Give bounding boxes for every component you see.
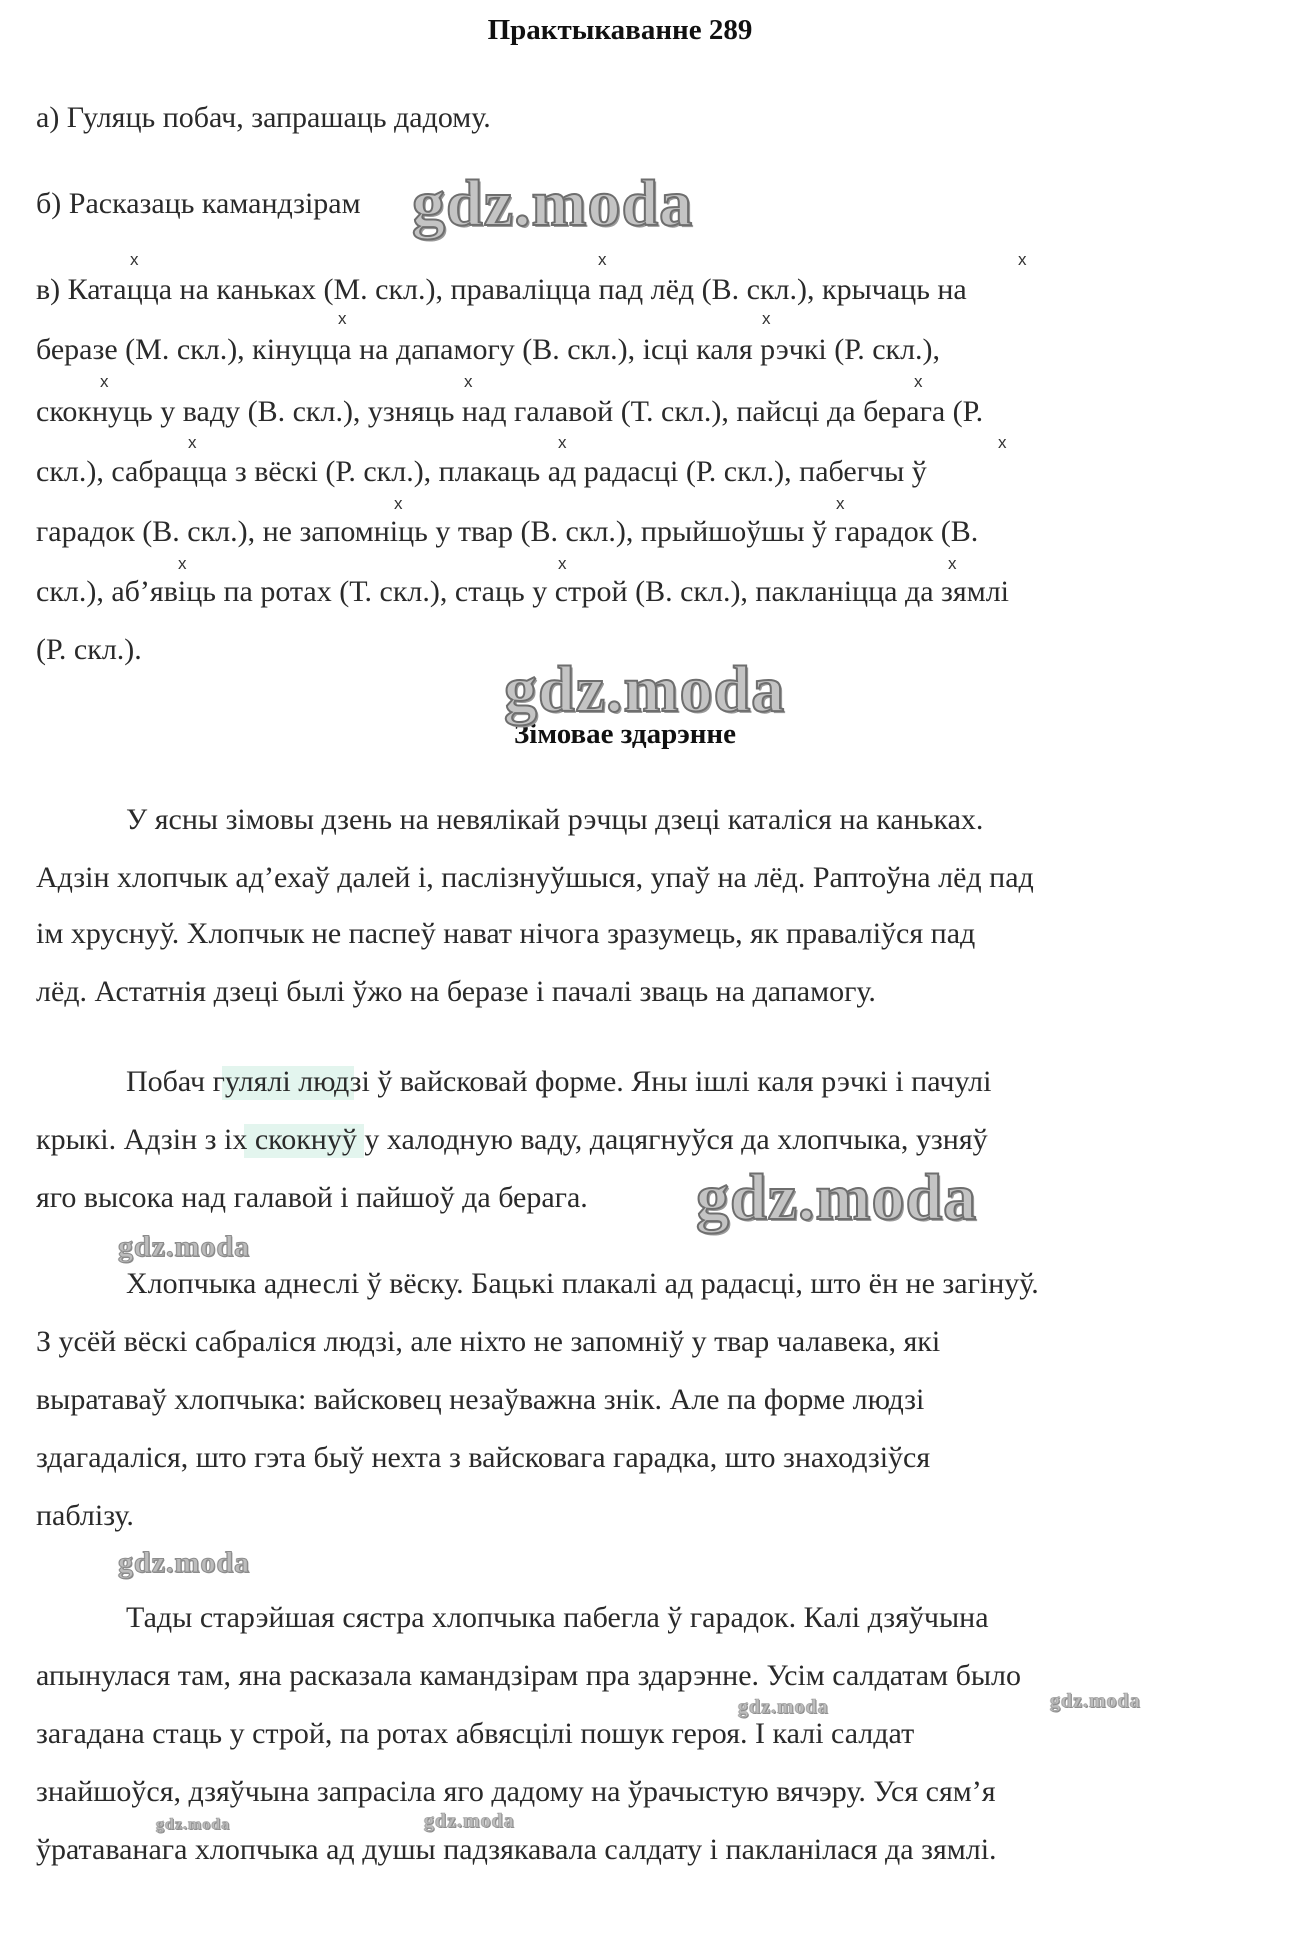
stress-mark: x: [338, 309, 347, 328]
stress-mark: x: [998, 433, 1007, 452]
exercise-line-a: а) Гуляць побач, запрашаць дадому.: [36, 101, 491, 134]
exercise-line-v: в) Катацца на каньках (М. скл.), праваліцца пад лёд (В. скл.), крычаць на: [36, 273, 967, 306]
story-paragraph-line: Тады старэйшая сястра хлопчыка пабегла ў гарадок. Калі дзяўчына: [126, 1601, 989, 1634]
exercise-line-v: (Р. скл.).: [36, 633, 142, 666]
stress-mark: x: [598, 250, 607, 269]
exercise-line-v: скл.), аб’явіць па ротах (Т. скл.), стаць у строй (В. скл.), пакланіцца да зямлі: [36, 575, 1009, 608]
story-paragraph-line: выратаваў хлопчыка: вайсковец незаўважна знік. Але па форме людзі: [36, 1383, 925, 1416]
story-paragraph-line: лёд. Астатнія дзеці былі ўжо на беразе і пачалі зваць на дапамогу.: [36, 975, 876, 1008]
stress-mark: x: [836, 494, 845, 513]
stress-mark: x: [762, 309, 771, 328]
stress-mark: x: [948, 554, 957, 573]
watermark-logo: gdz.moda: [156, 1816, 231, 1833]
stress-mark: x: [130, 250, 139, 269]
stress-mark: x: [188, 433, 197, 452]
watermark-logo: gdz.moda: [412, 167, 694, 240]
watermark-logo: gdz.moda: [1050, 1690, 1141, 1712]
story-paragraph-line: паблізу.: [36, 1499, 134, 1532]
watermark-logo: gdz.moda: [118, 1546, 251, 1579]
page-title: Практыкаванне 289: [487, 14, 753, 46]
story-paragraph-line: знайшоўся, дзяўчына запрасіла яго дадому на ўрачыстую вячэру. Уся сям’я: [36, 1775, 996, 1808]
stress-mark: x: [558, 433, 567, 452]
story-paragraph-line: ўратаванага хлопчыка ад душы падзякавала салдату і пакланілася да зямлі.: [36, 1833, 997, 1866]
stress-mark: x: [100, 372, 109, 391]
story-paragraph-line: яго высока над галавой і пайшоў да берага.: [36, 1181, 588, 1214]
stress-mark: x: [178, 554, 187, 573]
story-paragraph-line: Хлопчыка аднеслі ў вёску. Бацькі плакалі ад радасці, што ён не загінуў.: [126, 1267, 1039, 1300]
watermark-logo: gdz.moda: [738, 1696, 829, 1718]
watermark-logo: gdz.moda: [504, 653, 786, 726]
watermark-logo: gdz.moda: [424, 1810, 515, 1832]
stress-mark: x: [558, 554, 567, 573]
stress-mark: x: [914, 372, 923, 391]
exercise-line-v: скл.), сабрацца з вёскі (Р. скл.), плакаць ад радасці (Р. скл.), пабегчы ў: [36, 455, 927, 488]
stress-mark: x: [464, 372, 473, 391]
story-title: Зімовае здарэнне: [513, 718, 737, 750]
exercise-line-v: гарадок (В. скл.), не запомніць у твар (В. скл.), прыйшоўшы ў гарадок (В.: [36, 515, 979, 548]
story-paragraph-line: З усёй вёскі сабраліся людзі, але ніхто не запомніў у твар чалавека, які: [36, 1325, 941, 1358]
story-paragraph-line: крыкі. Адзін з іх скокнуў у халодную ваду, дацягнуўся да хлопчыка, узняў: [36, 1123, 988, 1156]
stress-mark: x: [1018, 250, 1027, 269]
watermark-logo: gdz.moda: [696, 1161, 978, 1234]
story-paragraph-line: ім хруснуў. Хлопчык не паспеў нават нічога зразумець, як праваліўся пад: [36, 917, 976, 950]
story-paragraph-line: Побач гулялі людзі ў вайсковай форме. Яны ішлі каля рэчкі і пачулі: [126, 1065, 992, 1098]
story-paragraph-line: здагадаліся, што гэта быў нехта з вайсковага гарадка, што знаходзіўся: [36, 1441, 931, 1474]
story-paragraph-line: Адзін хлопчык ад’ехаў далей і, паслізнуўшыся, упаў на лёд. Раптоўна лёд пад: [36, 861, 1034, 894]
story-paragraph-line: У ясны зімовы дзень на невялікай рэчцы дзеці каталіся на каньках.: [126, 803, 984, 836]
story-paragraph-line: апынулася там, яна расказала камандзірам пра здарэнне. Усім салдатам было: [36, 1659, 1021, 1692]
exercise-line-v: беразе (М. скл.), кінуцца на дапамогу (В. скл.), ісці каля рэчкі (Р. скл.),: [36, 333, 941, 366]
exercise-line-v: скокнуць у ваду (В. скл.), узняць над галавой (Т. скл.), пайсці да берага (Р.: [36, 395, 984, 428]
stress-mark: x: [394, 494, 403, 513]
watermark-logo: gdz.moda: [118, 1230, 251, 1263]
exercise-line-b: б) Расказаць камандзірам: [36, 187, 361, 220]
story-paragraph-line: загадана стаць у строй, па ротах абвясцілі пошук героя. І калі салдат: [36, 1717, 915, 1750]
